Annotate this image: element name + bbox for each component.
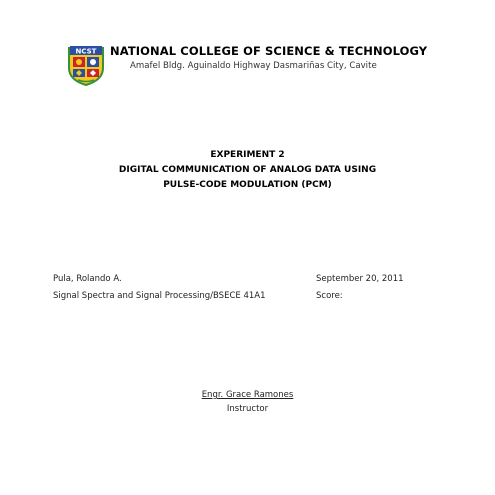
course-section: Signal Spectra and Signal Processing/BSECE 41A1	[53, 291, 266, 301]
student-info	[53, 271, 266, 305]
logo-text: NCST	[75, 47, 97, 56]
experiment-title-line-2: PULSE-CODE MODULATION (PCM)	[163, 180, 332, 190]
college-name: NATIONAL COLLEGE OF SCIENCE & TECHNOLOGY	[110, 44, 428, 58]
instructor-signature	[0, 388, 495, 416]
experiment-title-line-1: DIGITAL COMMUNICATION OF ANALOG DATA USING	[118, 165, 377, 175]
college-address: Amafel Bldg. Aguinaldo Highway Dasmariñas City, Cavite	[130, 61, 377, 71]
college-header	[66, 42, 466, 88]
submission-date: September 20, 2011	[316, 274, 404, 284]
instructor-name: Engr. Grace Ramones	[201, 390, 294, 400]
experiment-number: EXPERIMENT 2	[210, 150, 285, 160]
student-name: Pula, Rolando A.	[53, 274, 122, 284]
instructor-role: Instructor	[226, 404, 269, 414]
experiment-title	[0, 148, 495, 193]
submission-info	[316, 271, 404, 305]
ncst-logo	[66, 42, 106, 86]
score-label: Score:	[316, 291, 343, 301]
